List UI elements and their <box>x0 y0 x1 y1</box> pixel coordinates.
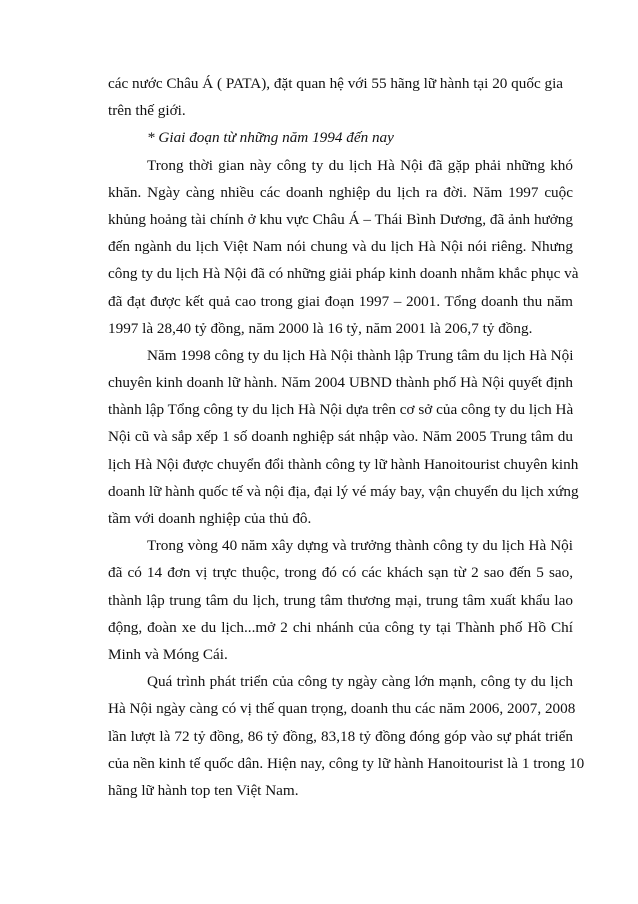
text-line: đã đạt được kết quả cao trong giai đoạn 1997 – 2001. Tổng doanh thu năm <box>108 292 573 310</box>
body-text <box>108 70 585 804</box>
text-line: chuyên kinh doanh lữ hành. Năm 2004 UBND thành phố Hà Nội quyết định <box>108 374 573 392</box>
text-line: đến ngành du lịch Việt Nam nói chung và du lịch Hà Nội nói riêng. Nhưng <box>108 238 573 256</box>
text-line: doanh lữ hành quốc tế và nội địa, đại lý vé máy bay, vận chuyển du lịch xứng <box>108 482 579 500</box>
text-line: khủng hoảng tài chính ở khu vực Châu Á – Thái Bình Dương, đã ảnh hưởng <box>108 210 573 228</box>
text-line: Quá trình phát triển của công ty ngày càng lớn mạnh, công ty du lịch <box>147 673 573 691</box>
text-line: Nội cũ và sắp xếp 1 số doanh nghiệp sát nhập vào. Năm 2005 Trung tâm du <box>108 428 573 446</box>
text-line: trên thế giới. <box>108 102 186 120</box>
text-line: Hà Nội ngày càng có vị thế quan trọng, doanh thu các năm 2006, 2007, 2008 <box>108 700 576 718</box>
text-line: đã có 14 đơn vị trực thuộc, trong đó có các khách sạn từ 2 sao đến 5 sao, <box>108 564 573 582</box>
section-heading: * Giai đoạn từ những năm 1994 đến nay <box>147 129 394 147</box>
text-line: của nền kinh tế quốc dân. Hiện nay, công ty lữ hành Hanoitourist là 1 trong 10 <box>108 754 585 772</box>
text-line: thành lập trung tâm du lịch, trung tâm thương mại, trung tâm xuất khẩu lao <box>108 591 573 609</box>
text-line: Năm 1998 công ty du lịch Hà Nội thành lập Trung tâm du lịch Hà Nội <box>147 346 574 364</box>
text-line: lần lượt là 72 tỷ đồng, 86 tỷ đồng, 83,18 tỷ đồng đóng góp vào sự phát triển <box>108 727 573 745</box>
text-line: động, đoàn xe du lịch...mở 2 chi nhánh của công ty tại Thành phố Hồ Chí <box>108 618 573 636</box>
text-line: Minh và Móng Cái. <box>108 645 228 663</box>
text-line: thành lập Tổng công ty du lịch Hà Nội dựa trên cơ sở của công ty du lịch Hà <box>108 401 574 419</box>
text-line: khăn. Ngày càng nhiều các doanh nghiệp du lịch ra đời. Năm 1997 cuộc <box>108 183 573 201</box>
text-line: các nước Châu Á ( PATA), đặt quan hệ với 55 hãng lữ hành tại 20 quốc gia <box>108 75 564 92</box>
text-line: lịch Hà Nội được chuyển đổi thành công ty lữ hành Hanoitourist chuyên kinh <box>108 455 579 473</box>
text-line: hãng lữ hành top ten Việt Nam. <box>108 781 299 799</box>
text-line: Trong vòng 40 năm xây dựng và trưởng thành công ty du lịch Hà Nội <box>147 537 573 555</box>
text-line: 1997 là 28,40 tỷ đồng, năm 2000 là 16 tỷ, năm 2001 là 206,7 tỷ đồng. <box>108 319 533 337</box>
text-line: công ty du lịch Hà Nội đã có những giải pháp kinh doanh nhằm khắc phục và <box>108 265 579 283</box>
text-line: Trong thời gian này công ty du lịch Hà Nội đã gặp phải những khó <box>147 156 573 174</box>
text-line: tầm với doanh nghiệp của thủ đô. <box>108 510 312 527</box>
